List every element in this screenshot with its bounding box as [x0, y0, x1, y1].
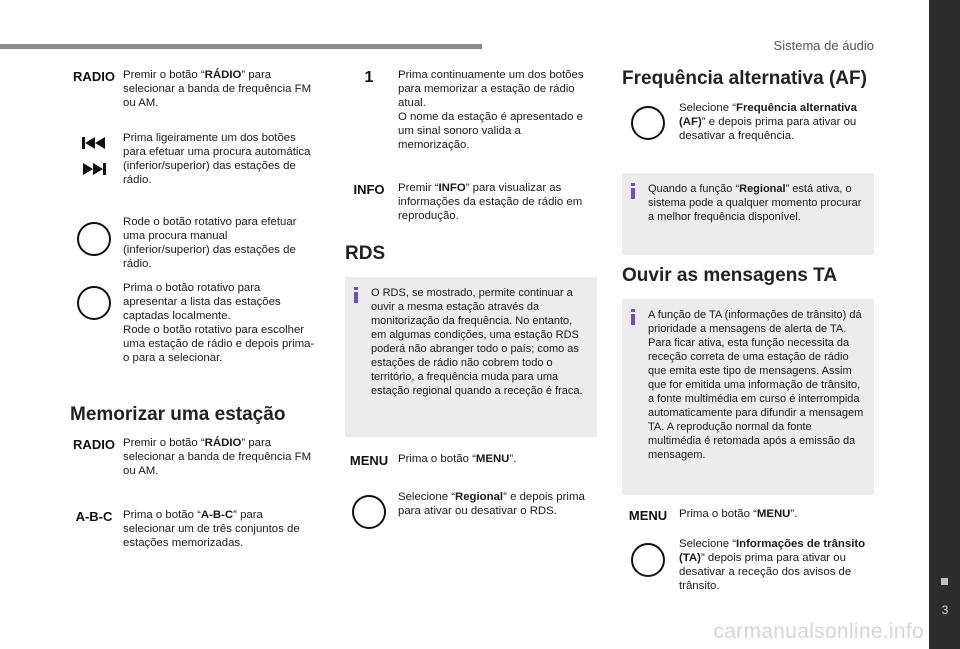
step-text: Rode o botão rotativo para efetuar uma procura manual (inferior/superior) das estações de rádio. [123, 216, 297, 270]
side-band [929, 0, 960, 649]
info-box-rds: O RDS, se mostrado, permite continuar a ouvir a mesma estação através da monitorização da frequência. No entanto, em algumas condições, uma estação RDS poderá não abranger todo o país; como as estações de rádio não cobrem todo o território, a frequência muda para uma estação regional quando a receção é fraca. [345, 277, 597, 437]
step-seek [70, 131, 315, 187]
heading-memorize: Memorizar uma estação [70, 404, 286, 425]
page-number: 3 [941, 603, 949, 617]
step-af [622, 101, 874, 143]
step-manual-tune [70, 215, 315, 271]
seek-next-icon [81, 162, 107, 176]
step-station-list [70, 281, 315, 365]
step-text: Prima o botão “A-B-C” para selecionar um de três conjuntos de estações memorizadas. [123, 509, 300, 549]
step-radio-band-2 [70, 436, 315, 478]
rotary-knob-icon [352, 495, 386, 529]
step-preset-set [70, 508, 315, 550]
seek-previous-icon [81, 136, 107, 150]
info-key: INFO [353, 181, 385, 197]
step-menu [345, 452, 595, 468]
step-text: Prima o botão rotativo para apresentar a lista das estações captadas localmente. Rode o botão rotativo para escolher uma estação de rádio e depois prima-o para a selecionar. [123, 282, 315, 364]
step-text: Prima o botão “MENU”. [679, 508, 798, 520]
step-ta-toggle [622, 537, 874, 593]
info-box-ta: A função de TA (informações de trânsito) dá prioridade a mensagens de alerta de TA. Para ficar ativa, esta função necessita da receção correta de uma estação de rádio que emita este tipo de mensagens. Assim que for emitida uma informação de trânsito, a fonte multimédia em curso é interrompida automaticamente para difundir a mensagem TA. A reprodução normal da fonte multimédia é retomada após a emissão da mensagem. [622, 299, 874, 495]
info-box-regional: Quando a função “Regional” está ativa, o sistema pode a qualquer momento procurar a melhor frequência disponível. [622, 173, 874, 255]
info-icon [631, 183, 635, 198]
step-text: Premir “INFO” para visualizar as informações da estação de rádio em reprodução. [398, 182, 583, 222]
watermark: carmanualsonline.info [713, 620, 924, 643]
info-icon [354, 287, 358, 302]
step-text: Prima ligeiramente um dos botões para efetuar uma procura automática (inferior/superior) das estações de rádio. [123, 132, 311, 186]
step-menu-ta [622, 507, 874, 523]
header-rule [0, 44, 482, 49]
menu-key: MENU [628, 507, 668, 523]
heading-rds: RDS [345, 243, 386, 264]
menu-key: MENU [349, 452, 389, 468]
step-text: Selecione “Regional” e depois prima para ativar ou desativar o RDS. [398, 491, 585, 517]
step-text: Selecione “Frequência alternativa (AF)” e depois prima para ativar ou desativar a frequência. [679, 102, 857, 142]
rotary-knob-icon [631, 543, 665, 577]
radio-key: RADIO [73, 436, 115, 452]
step-text: Prima continuamente um dos botões para memorizar a estação de rádio atual. O nome da estação é apresentado e um sinal sonoro valida a memorização. [398, 69, 584, 151]
preset-1-key: 1 [364, 69, 374, 86]
step-text: Premir o botão “RÁDIO” para selecionar a banda de frequência FM ou AM. [123, 437, 312, 477]
rotary-knob-icon [631, 106, 665, 140]
heading-ta: Ouvir as mensagens TA [622, 265, 838, 286]
step-text: Prima o botão “MENU”. [398, 453, 517, 465]
seek-keys [70, 131, 118, 176]
step-text: Selecione “Informações de trânsito (TA)” depois prima para ativar ou desativar a receção dos avisos de trânsito. [679, 538, 866, 592]
heading-af: Frequência alternativa (AF) [622, 68, 867, 89]
rotary-knob-icon [77, 286, 111, 320]
continue-marker [941, 578, 948, 585]
step-info [345, 181, 595, 223]
step-text: Premir o botão “RÁDIO” para selecionar a banda de frequência FM ou AM. [123, 69, 312, 109]
step-store-preset [345, 68, 595, 152]
abc-key: A-B-C [75, 508, 113, 524]
section-title: Sistema de áudio [773, 38, 874, 53]
step-regional [345, 490, 595, 529]
rotary-knob-icon [77, 222, 111, 256]
step-radio-band [70, 68, 315, 110]
info-icon [631, 309, 635, 324]
radio-key: RADIO [73, 68, 115, 84]
